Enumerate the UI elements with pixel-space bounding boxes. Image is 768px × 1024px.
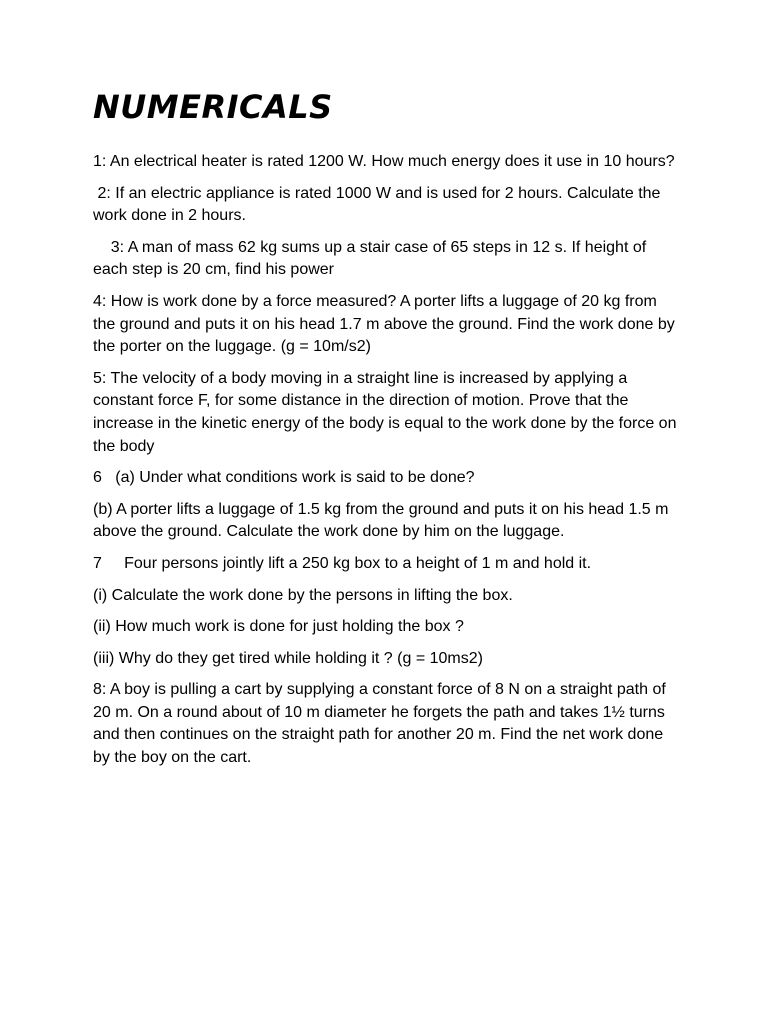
question-7: 7 Four persons jointly lift a 250 kg box to a height of 1 m and hold it.: [93, 554, 592, 572]
page-title: NUMERICALS: [93, 88, 333, 126]
question-7-iii: (iii) Why do they get tired while holding it ? (g = 10ms2): [93, 649, 483, 667]
question-6b: (b) A porter lifts a luggage of 1.5 kg from the ground and puts it on his head 1.5 m above the ground. Calculate the work done by him on the luggage.: [93, 500, 673, 541]
question-8: 8: A boy is pulling a cart by supplying a constant force of 8 N on a straight path of 20 m. On a round about of 10 m diameter he forgets the path and takes 1½ turns and then continues on the straight path for another 20 m. Find the net work done by the boy on the cart.: [93, 681, 671, 767]
question-7-i: (i) Calculate the work done by the persons in lifting the box.: [93, 586, 513, 604]
question-3: 3: A man of mass 62 kg sums up a stair case of 65 steps in 12 s. If height of each step is 20 cm, find his power: [93, 238, 651, 279]
question-6a: 6 (a) Under what conditions work is said to be done?: [93, 469, 475, 487]
document-content: [93, 86, 681, 779]
question-4: 4: How is work done by a force measured? A porter lifts a luggage of 20 kg from the ground and puts it on his head 1.7 m above the ground. Find the work done by the porter on the luggage. (g = 10m/s2): [93, 292, 680, 356]
question-5: 5: The velocity of a body moving in a straight line is increased by applying a constant force F, for some distance in the direction of motion. Prove that the increase in the kinetic energy of the body is equal to the work done by the force on the body: [93, 369, 681, 455]
question-7-ii: (ii) How much work is done for just holding the box ?: [93, 618, 464, 636]
question-2: 2: If an electric appliance is rated 1000 W and is used for 2 hours. Calculate the work done in 2 hours.: [93, 184, 665, 225]
question-1: 1: An electrical heater is rated 1200 W. How much energy does it use in 10 hours?: [93, 153, 675, 170]
